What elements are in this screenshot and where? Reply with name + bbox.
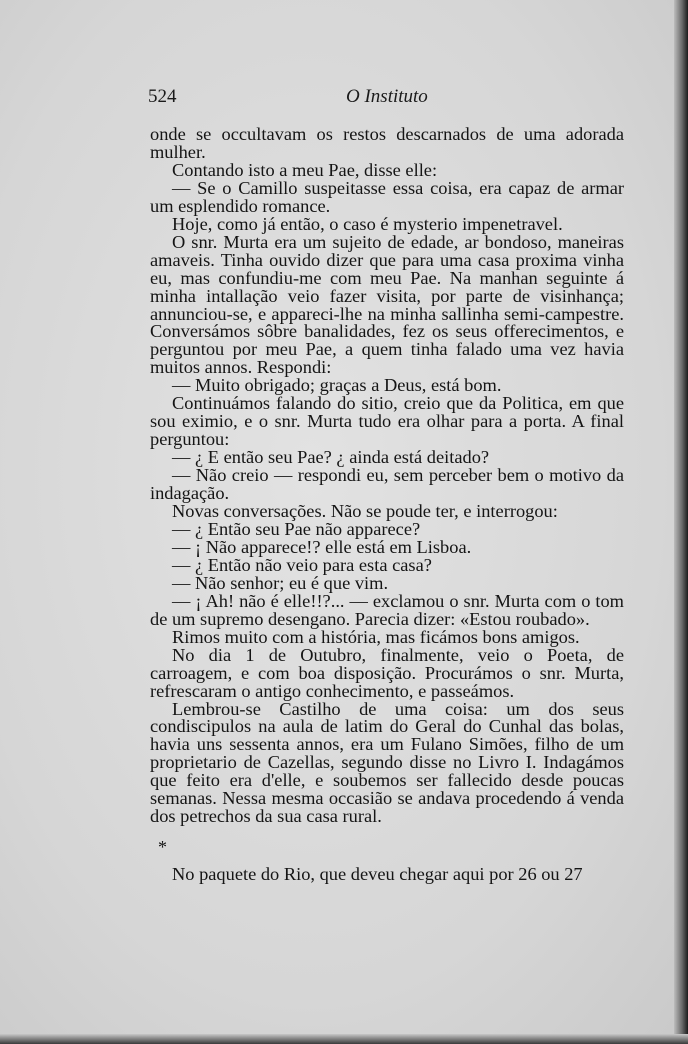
paragraph: Continuámos falando do sitio, creio que da Politica, em que sou eximio, e o snr. Murta tudo era olhar para a porta. A final perguntou:: [150, 393, 624, 450]
dialogue-line: — ¿ E então seu Pae? ¿ ainda está deitado?: [172, 447, 490, 468]
page-number: 524: [148, 86, 177, 107]
page-edge-shadow: [674, 0, 688, 1044]
dialogue-line: — Não senhor; eu é que vim.: [172, 572, 389, 593]
dialogue-line: — Muito obrigado; graças a Deus, está bom.: [172, 375, 502, 396]
dialogue-line: — ¿ Então não veio para esta casa?: [172, 554, 432, 575]
paragraph: O snr. Murta era um sujeito de edade, ar bondoso, maneiras amaveis. Tinha ouvido dizer que para uma casa proxima vinha eu, mas confundiu-me com meu Pae. Na manhan seguinte á minha intallação veio fazer visita, por parte de visinhança; annunciou-se, e appareci-lhe na minha sallinha semi-campestre. Conversámos sôbre banalidades, fez os seus offerecimentos, e perguntou por meu Pae, a quem tinha falado uma vez havia muitos annos. Respondi:: [150, 231, 624, 378]
dialogue-line: — ¡ Ah! não é elle!!?... — exclamou o snr. Murta com o tom de um supremo desengano. Parecia dizer: «Estou roubado».: [150, 590, 624, 629]
dialogue-line: — ¿ Então seu Pae não apparece?: [172, 518, 421, 539]
paragraph: Rimos muito com a história, mas ficámos bons amigos.: [172, 626, 580, 647]
dialogue-line: — Não creio — respondi eu, sem perceber bem o motivo da indagação.: [150, 465, 624, 504]
section-separator: *: [158, 837, 167, 858]
paragraph: Novas conversações. Não se poude ter, e interrogou:: [172, 501, 558, 522]
paragraph: Contando isto a meu Pae, disse elle:: [172, 159, 438, 180]
paragraph: Hoje, como já então, o caso é mysterio impenetravel.: [172, 213, 563, 234]
paragraph: No dia 1 de Outubro, finalmente, veio o Poeta, de carroagem, e com boa disposição. Procurámos o snr. Murta, refrescaram o antigo conhecimento, e passeámos.: [150, 644, 624, 701]
running-title: O Instituto: [346, 86, 428, 107]
paragraph: onde se occultavam os restos descarnados de uma adorada mulher.: [150, 124, 624, 162]
paragraph: No paquete do Rio, que deveu chegar aqui por 26 ou 27: [172, 864, 583, 885]
running-head: [148, 86, 624, 110]
page-bottom-shadow: [0, 1034, 688, 1044]
body-text: [150, 126, 624, 884]
dialogue-line: — Se o Camillo suspeitasse essa coisa, era capaz de armar um esplendido romance.: [150, 177, 624, 216]
dialogue-line: — ¡ Não apparece!? elle está em Lisboa.: [172, 536, 472, 557]
paragraph: Lembrou-se Castilho de uma coisa: um dos seus condiscipulos na aula de latim do Geral do Cunhal das bolas, havia uns sessenta annos, era um Fulano Simões, filho de um proprietario de Cazellas, segundo disse no Livro I. Indagámos que feito era d'elle, e soubemos ser fallecido desde poucas semanas. Nessa mesma occasião se andava procedendo á venda dos petrechos da sua casa rural.: [150, 698, 624, 827]
